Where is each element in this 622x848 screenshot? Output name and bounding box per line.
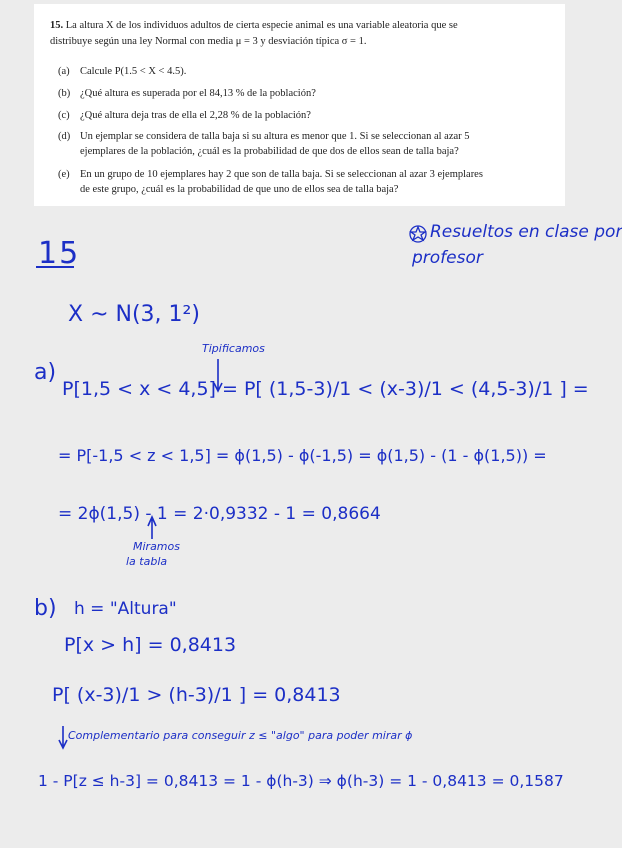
item-e-text-1: En un grupo de 10 ejemplares hay 2 que son de talla baja. Si se seleccionan al azar 3 ejemplares: [80, 169, 483, 180]
item-e-label: (e): [58, 169, 70, 180]
part-b-line3: 1 - P[z ≤ h-3] = 0,8413 = 1 - ϕ(h-3) ⇒ ϕ(h-3) = 1 - 0,8413 = 0,1587: [38, 772, 564, 790]
star-circle-icon: [410, 226, 426, 242]
part-b-definition: h = "Altura": [74, 599, 177, 619]
item-d-text-2: ejemplares de la población, ¿cuál es la probabilidad de que dos de ellos sean de talla baja?: [80, 146, 459, 157]
problem-intro-line1: 15. La altura X de los individuos adultos de cierta especie animal es una variable aleatoria que se: [50, 20, 458, 31]
handwritten-notes: [0, 206, 622, 848]
resolved-note-line2: profesor: [412, 248, 483, 268]
item-d-text-1: Un ejemplar se considera de talla baja si su altura es menor que 1. Si se seleccionan al azar 5: [80, 131, 470, 142]
part-a-label: a): [34, 360, 57, 385]
item-b-text: ¿Qué altura es superada por el 84,13 % de la población?: [80, 88, 316, 99]
part-b-line2: P[ (x-3)/1 > (h-3)/1 ] = 0,8413: [52, 684, 341, 706]
problem-number: 15.: [50, 20, 64, 31]
part-b-label: b): [34, 596, 57, 621]
tipificamos-note: Tipificamos: [202, 342, 265, 355]
miramos-note-line2: la tabla: [126, 555, 168, 568]
distribution: X ~ N(3, 1²): [68, 302, 200, 327]
item-c-label: (c): [58, 110, 70, 121]
part-a-line1: P[1,5 < x < 4,5] = P[ (1,5-3)/1 < (x-3)/1 < (4,5-3)/1 ] =: [62, 378, 589, 400]
item-e-text-2: de este grupo, ¿cuál es la probabilidad de que uno de ellos sea de talla baja?: [80, 184, 399, 195]
resolved-note-line1: Resueltos en clase por: [430, 222, 622, 242]
miramos-note-line1: Miramos: [133, 540, 180, 553]
part-b-comment: Complementario para conseguir z ≤ "algo" para poder mirar ϕ: [68, 729, 413, 742]
item-c-text: ¿Qué altura deja tras de ella el 2,28 % de la población?: [80, 110, 311, 121]
problem-intro-line2: distribuye según una ley Normal con media μ = 3 y desviación típica σ = 1.: [50, 36, 367, 47]
item-b-label: (b): [58, 88, 71, 99]
complementario-arrow-icon: [59, 726, 67, 748]
problem-statement: [34, 4, 565, 206]
exercise-title: 15: [38, 236, 81, 271]
part-a-line2: = P[-1,5 < z < 1,5] = ϕ(1,5) - ϕ(-1,5) = ϕ(1,5) - (1 - ϕ(1,5)) =: [58, 446, 547, 465]
part-a-line3: = 2ϕ(1,5) - 1 = 2·0,9332 - 1 = 0,8664: [58, 504, 381, 524]
item-a-text: Calcule P(1.5 < X < 4.5).: [80, 66, 187, 77]
part-b-line1: P[x > h] = 0,8413: [64, 634, 237, 656]
item-d-label: (d): [58, 131, 71, 142]
item-a-label: (a): [58, 66, 70, 77]
